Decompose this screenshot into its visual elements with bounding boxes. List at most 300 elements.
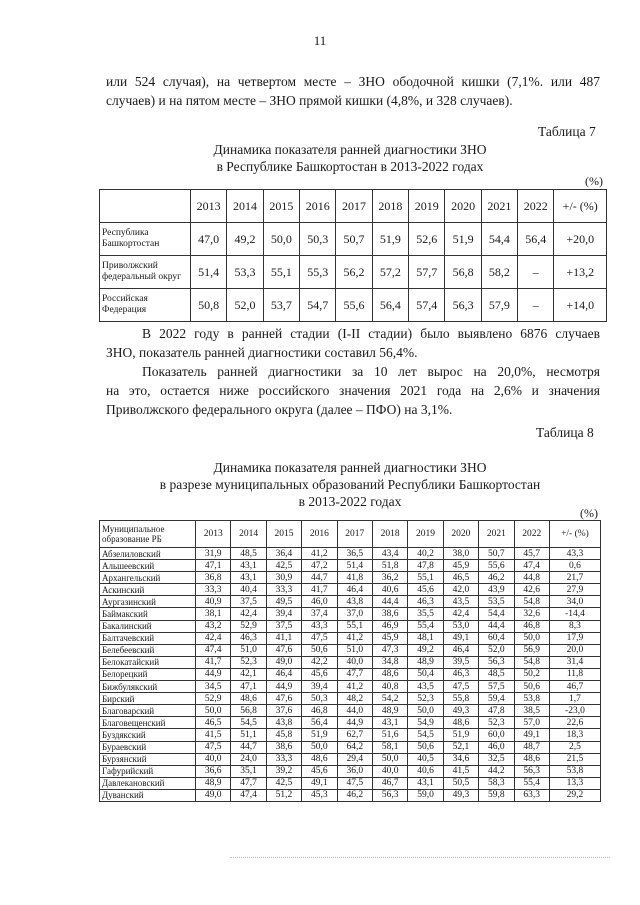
table8-cell: 41,2 [302, 548, 337, 560]
paragraph-text: В 2022 году в ранней стадии (I-II стадии) было выявлено 6876 случаев [142, 326, 600, 341]
table8-cell: 50,0 [372, 753, 407, 765]
table8-row-name: Бураевский [100, 741, 196, 753]
table7-cell: +13,2 [554, 256, 607, 289]
table8-cell: 39,5 [443, 656, 478, 668]
table7-row-name: Российская Федерация [100, 289, 191, 322]
table8-row [100, 729, 601, 741]
table7-cell: 56,4 [372, 289, 408, 322]
table8-cell: 8,3 [549, 620, 600, 632]
table8-cell: 17,9 [549, 632, 600, 644]
table8-cell: 41,7 [196, 656, 231, 668]
table8-cell: 40,6 [408, 765, 443, 777]
table8-cell: 50,5 [443, 777, 478, 789]
table8-cell: 43,5 [408, 681, 443, 693]
table7-cell: 57,9 [481, 289, 517, 322]
table8-row [100, 717, 601, 729]
table8-cell: 54,5 [231, 717, 266, 729]
table7-cell: 57,4 [409, 289, 445, 322]
table8-cell: 55,8 [443, 693, 478, 705]
table8-cell: 63,3 [514, 789, 549, 801]
table8-header-cell: 2019 [408, 521, 443, 548]
table8-cell: 42,2 [302, 656, 337, 668]
table7-title-line: в Республике Башкортостан в 2013-2022 годах [216, 159, 484, 174]
table8-row [100, 608, 601, 620]
table8-cell: 53,8 [549, 765, 600, 777]
table8-cell: 51,2 [266, 789, 301, 801]
table7-cell: 56,8 [445, 256, 481, 289]
table8-cell: 48,6 [231, 693, 266, 705]
table7-cell: 55,1 [263, 256, 299, 289]
table8-cell: 36,8 [196, 572, 231, 584]
table8-cell: 47,1 [231, 681, 266, 693]
table8-cell: 50,4 [408, 668, 443, 680]
table8-cell: 42,0 [443, 584, 478, 596]
table8-header-cell: 2013 [196, 521, 231, 548]
paragraph-text: Показатель ранней диагностики за 10 лет вырос на 20,0%, несмотря [142, 364, 600, 379]
table8-cell: 44,4 [372, 596, 407, 608]
table8-cell: 40,0 [196, 753, 231, 765]
table8-cell: 37,5 [266, 620, 301, 632]
table8-cell: 40,9 [196, 596, 231, 608]
table8-header-cell: 2021 [479, 521, 514, 548]
table8-cell: 45,6 [408, 584, 443, 596]
table8-cell: 34,0 [549, 596, 600, 608]
table8-cell: 38,1 [196, 608, 231, 620]
table8-cell: 46,4 [443, 644, 478, 656]
table8-cell: 38,6 [266, 741, 301, 753]
table8-cell: 49,1 [443, 632, 478, 644]
table8-cell: 50,6 [408, 741, 443, 753]
table8-row-name: Бижбулякский [100, 681, 196, 693]
table8-cell: 43,3 [549, 548, 600, 560]
table8-row [100, 741, 601, 753]
table8-cell: 60,4 [479, 632, 514, 644]
table8-cell: 38,0 [443, 548, 478, 560]
table8-cell: 21,7 [549, 572, 600, 584]
table8-cell: 46,8 [514, 620, 549, 632]
table8-header-cell: 2014 [231, 521, 266, 548]
table8-row-name: Абзелиловский [100, 548, 196, 560]
table8-cell: 36,0 [337, 765, 372, 777]
table8-cell: 47,4 [514, 560, 549, 572]
table7-cell: 56,4 [518, 223, 554, 256]
table8-cell: 35,1 [231, 765, 266, 777]
table8-cell: 55,1 [408, 572, 443, 584]
table8-cell: 56,8 [231, 705, 266, 717]
table8-row [100, 656, 601, 668]
table8-unit: (%) [580, 506, 598, 520]
table7-cell: 50,0 [263, 223, 299, 256]
table8-cell: 54,5 [408, 729, 443, 741]
table8-cell: 44,8 [514, 572, 549, 584]
table8-cell: 50,0 [196, 705, 231, 717]
table8-cell: 37,5 [231, 596, 266, 608]
table8-cell: 49,2 [408, 644, 443, 656]
table7-row [100, 256, 607, 289]
table8-title [100, 459, 600, 510]
table8-cell: 44,7 [231, 741, 266, 753]
table8-cell: 39,4 [302, 681, 337, 693]
table8-row [100, 693, 601, 705]
table8-cell: 56,3 [479, 656, 514, 668]
table8-cell: 43,1 [372, 717, 407, 729]
table7-cell: 54,7 [300, 289, 336, 322]
table7-cell: 56,2 [336, 256, 372, 289]
table8-cell: 29,2 [549, 789, 600, 801]
table8-cell: 32,5 [479, 753, 514, 765]
table8-cell: 48,5 [479, 668, 514, 680]
table8-row-name: Гафурийский [100, 765, 196, 777]
table8-row [100, 681, 601, 693]
table8-cell: 60,0 [479, 729, 514, 741]
table8-row-name: Альшеевский [100, 560, 196, 572]
table8-cell: 44,4 [479, 620, 514, 632]
table8-cell: 42,6 [514, 584, 549, 596]
table8-cell: 54,2 [372, 693, 407, 705]
table8-cell: 47,4 [231, 789, 266, 801]
table8-cell: 52,9 [231, 620, 266, 632]
table7-cell: 55,3 [300, 256, 336, 289]
table8-cell: 51,8 [372, 560, 407, 572]
table8-cell: 43,3 [302, 620, 337, 632]
table8-row [100, 596, 601, 608]
table8-cell: 55,1 [337, 620, 372, 632]
table8-cell: 41,2 [337, 632, 372, 644]
table8-cell: 11,8 [549, 668, 600, 680]
table8-row [100, 668, 601, 680]
table8-cell: 44,9 [266, 681, 301, 693]
table8-cell: 48,2 [337, 693, 372, 705]
table8-cell: 46,0 [302, 596, 337, 608]
table8-cell: 50,3 [302, 693, 337, 705]
table8-cell: 52,1 [443, 741, 478, 753]
table8-cell: 39,4 [266, 608, 301, 620]
table8-cell: 40,6 [372, 584, 407, 596]
table7-row-name: Республика Башкортостан [100, 223, 191, 256]
paragraph-line: на это, остается ниже российского значения 2021 года на 2,6% и значения [106, 383, 600, 398]
table7-header-cell: 2017 [336, 190, 372, 223]
table7-cell: 50,8 [191, 289, 227, 322]
table8-cell: 42,5 [266, 560, 301, 572]
table8-cell: 21,5 [549, 753, 600, 765]
table8-cell: 55,4 [408, 620, 443, 632]
table8-cell: 59,8 [479, 789, 514, 801]
table8-cell: 58,3 [479, 777, 514, 789]
table8-row [100, 560, 601, 572]
paragraph-line: или 524 случая), на четвертом месте – ЗНО ободочной кишки (7,1%. или 487 [106, 74, 600, 89]
table8-cell: 49,3 [443, 789, 478, 801]
table8-cell: 50,0 [514, 632, 549, 644]
table8-cell: 41,5 [443, 765, 478, 777]
table8-cell: 46,5 [443, 572, 478, 584]
table8-cell: 48,9 [196, 777, 231, 789]
table7-title-line: Динамика показателя ранней диагностики ЗНО [213, 142, 487, 157]
table8-cell: 41,1 [266, 632, 301, 644]
table8-cell: 36,6 [196, 765, 231, 777]
table8-cell: 43,4 [372, 548, 407, 560]
table8-row-name: Дуванский [100, 789, 196, 801]
table8-row-name: Балтачевский [100, 632, 196, 644]
table8-label: Таблица 8 [536, 425, 594, 440]
table8-cell: 59,4 [479, 693, 514, 705]
table8-cell: 52,9 [196, 693, 231, 705]
table8-cell: 34,5 [196, 681, 231, 693]
table8-row [100, 644, 601, 656]
table8-row [100, 584, 601, 596]
table8-cell: 40,4 [231, 584, 266, 596]
paragraph-mid-1 [106, 324, 600, 362]
table8-cell: 48,6 [302, 753, 337, 765]
table8-cell: 42,4 [196, 632, 231, 644]
table8-row [100, 548, 601, 560]
table8-row-name: Белорецкий [100, 668, 196, 680]
table8-cell: 48,6 [514, 753, 549, 765]
table8-cell: 44,0 [337, 705, 372, 717]
table8-cell: 20,0 [549, 644, 600, 656]
table8-cell: 44,9 [196, 668, 231, 680]
table7-cell: 51,9 [372, 223, 408, 256]
table8-cell: 49,0 [196, 789, 231, 801]
table8-cell: 39,2 [266, 765, 301, 777]
table8-cell: 37,4 [302, 608, 337, 620]
page-number: 11 [313, 33, 327, 48]
table8-row [100, 705, 601, 717]
table8-cell: 46,3 [231, 632, 266, 644]
table7-cell: 54,4 [481, 223, 517, 256]
table7-cell: – [518, 256, 554, 289]
table8-cell: 47,6 [266, 693, 301, 705]
table8-cell: 46,2 [479, 572, 514, 584]
table8-cell: 50,7 [479, 548, 514, 560]
table8-row-name: Бакалинский [100, 620, 196, 632]
table7-row-name: Приволжский федеральный округ [100, 256, 191, 289]
table8-cell: 33,3 [266, 753, 301, 765]
table8-cell: 18,3 [549, 729, 600, 741]
table8-cell: 47,5 [302, 632, 337, 644]
table7-header-cell [100, 190, 191, 223]
table8-cell: 50,0 [408, 705, 443, 717]
table8-cell: 42,1 [231, 668, 266, 680]
table8-cell: 40,0 [372, 765, 407, 777]
table8-cell: 49,3 [443, 705, 478, 717]
table8-cell: 48,7 [514, 741, 549, 753]
table8-cell: 43,8 [266, 717, 301, 729]
table7-cell: 51,9 [445, 223, 481, 256]
table8-row [100, 632, 601, 644]
table8-cell: 54,8 [514, 596, 549, 608]
table8-cell: 45,9 [372, 632, 407, 644]
table7-cell: 53,3 [227, 256, 263, 289]
table8-cell: 51,1 [231, 729, 266, 741]
paragraph-line: Приволжского федерального округа (далее – ПФО) на 3,1%. [106, 402, 453, 417]
table8-cell: 51,4 [337, 560, 372, 572]
table8-header-cell: 2022 [514, 521, 549, 548]
table7-row [100, 289, 607, 322]
table8-cell: 47,5 [443, 681, 478, 693]
table8-cell: 1,7 [549, 693, 600, 705]
table7-cell: 58,2 [481, 256, 517, 289]
table8-cell: 52,3 [479, 717, 514, 729]
paragraph-top [106, 72, 600, 110]
table8-cell: 38,5 [514, 705, 549, 717]
paragraph-line: ЗНО, показатель ранней диагностики составил 56,4%. [106, 345, 418, 360]
table8-cell: 52,3 [408, 693, 443, 705]
table8-header-cell: 2018 [372, 521, 407, 548]
table8-cell: 51,9 [443, 729, 478, 741]
table8-cell: 51,0 [231, 644, 266, 656]
table8-cell: 46,7 [549, 681, 600, 693]
table8-cell: 32,6 [514, 608, 549, 620]
table8-cell: 44,7 [302, 572, 337, 584]
table8-cell: 50,6 [514, 681, 549, 693]
table8-cell: 62,7 [337, 729, 372, 741]
table8-cell: 43,8 [337, 596, 372, 608]
table8-cell: 47,4 [196, 644, 231, 656]
table8-cell: 41,8 [337, 572, 372, 584]
table7-header-row [100, 190, 607, 223]
table8-row-name: Белокатайский [100, 656, 196, 668]
table8-cell: 49,1 [514, 729, 549, 741]
table8-header-row [100, 521, 601, 548]
table7-header-cell: 2022 [518, 190, 554, 223]
table8-cell: 47,2 [302, 560, 337, 572]
paragraph-mid-2 [106, 362, 600, 419]
table8-cell: 46,3 [408, 596, 443, 608]
table7-cell: 57,7 [409, 256, 445, 289]
table8-cell: 30,9 [266, 572, 301, 584]
table8-cell: 46,0 [479, 741, 514, 753]
table8-cell: 46,2 [337, 789, 372, 801]
table8-cell: 48,6 [443, 717, 478, 729]
table8-cell: 45,9 [443, 560, 478, 572]
table7-cell: 49,2 [227, 223, 263, 256]
table7 [99, 189, 607, 322]
table8-cell: 34,8 [372, 656, 407, 668]
table8-cell: 48,5 [231, 548, 266, 560]
table8-cell: 45,6 [302, 668, 337, 680]
table8-cell: 52,0 [479, 644, 514, 656]
table8-cell: 40,0 [337, 656, 372, 668]
table8-cell: 43,5 [443, 596, 478, 608]
table8-cell: 29,4 [337, 753, 372, 765]
table8-cell: 46,4 [266, 668, 301, 680]
table8-header-cell: 2015 [266, 521, 301, 548]
table8-cell: 46,7 [372, 777, 407, 789]
table8-cell: 34,6 [443, 753, 478, 765]
table7-header-cell: 2020 [445, 190, 481, 223]
table8-row-name: Благоварский [100, 705, 196, 717]
table7-cell: – [518, 289, 554, 322]
table8-row-name: Архангельский [100, 572, 196, 584]
table7-header-cell: 2018 [372, 190, 408, 223]
table8-cell: 37,6 [266, 705, 301, 717]
table8-cell: 43,9 [479, 584, 514, 596]
table8-cell: 40,8 [372, 681, 407, 693]
paragraph-line [106, 324, 600, 343]
table8-header-cell: Муниципальное образование РБ [100, 521, 196, 548]
table7-cell: 55,6 [336, 289, 372, 322]
table8-header-cell: 2016 [302, 521, 337, 548]
table8-row [100, 765, 601, 777]
table8-row-name: Благовещенский [100, 717, 196, 729]
table7-row [100, 223, 607, 256]
table8-cell: 47,8 [408, 560, 443, 572]
table8-cell: 56,9 [514, 644, 549, 656]
table8-cell: 37,0 [337, 608, 372, 620]
table8-cell: 42,4 [443, 608, 478, 620]
table8-cell: 54,9 [408, 717, 443, 729]
table7-cell: 56,3 [445, 289, 481, 322]
table8-cell: 53,8 [514, 693, 549, 705]
table8-row [100, 620, 601, 632]
table8-row-name: Буздякский [100, 729, 196, 741]
table8-cell: 45,3 [302, 789, 337, 801]
table8-cell: 40,5 [408, 753, 443, 765]
table8-cell: 47,1 [196, 560, 231, 572]
table8 [99, 520, 601, 802]
table8-row [100, 572, 601, 584]
table8-row-name: Давлекановский [100, 777, 196, 789]
table8-title-line: в 2013-2022 годах [298, 494, 402, 509]
table8-cell: 36,2 [372, 572, 407, 584]
table7-header-cell: +/- (%) [554, 190, 607, 223]
table8-row-name: Белебеевский [100, 644, 196, 656]
table8-cell: 47,6 [266, 644, 301, 656]
table8-cell: 43,1 [408, 777, 443, 789]
table8-cell: 46,4 [337, 584, 372, 596]
table7-header-cell: 2016 [300, 190, 336, 223]
table7-cell: 52,6 [409, 223, 445, 256]
table7-cell: +14,0 [554, 289, 607, 322]
table7-cell: 47,0 [191, 223, 227, 256]
table8-cell: 33,3 [196, 584, 231, 596]
table7-header-cell: 2019 [409, 190, 445, 223]
table8-cell: 54,8 [514, 656, 549, 668]
table8-cell: 43,1 [231, 572, 266, 584]
table8-cell: 54,4 [479, 608, 514, 620]
table8-row-name: Аургазинский [100, 596, 196, 608]
table8-row [100, 789, 601, 801]
table8-cell: 46,5 [196, 717, 231, 729]
paragraph-line [106, 362, 600, 381]
table7-title [100, 141, 600, 175]
table8-cell: 57,0 [514, 717, 549, 729]
paragraph-line: случаев) и на пятом месте – ЗНО прямой кишки (4,8%, и 328 случаев). [106, 93, 513, 108]
table8-cell: 50,6 [302, 644, 337, 656]
table8-cell: 43,2 [196, 620, 231, 632]
table8-header-cell: 2017 [337, 521, 372, 548]
table8-cell: 50,0 [302, 741, 337, 753]
table8-cell: 64,2 [337, 741, 372, 753]
table8-cell: 33,3 [266, 584, 301, 596]
table8-header-cell: 2020 [443, 521, 478, 548]
table8-cell: 47,8 [479, 705, 514, 717]
table8-cell: 47,7 [337, 668, 372, 680]
table8-cell: 56,3 [372, 789, 407, 801]
table8-cell: 36,4 [266, 548, 301, 560]
table7-header-cell: 2013 [191, 190, 227, 223]
table7-cell: 53,7 [263, 289, 299, 322]
table7-cell: 57,2 [372, 256, 408, 289]
table8-cell: 47,7 [231, 777, 266, 789]
table8-cell: 44,2 [479, 765, 514, 777]
table8-cell: 48,1 [408, 632, 443, 644]
table8-cell: 45,8 [266, 729, 301, 741]
table8-cell: 55,6 [479, 560, 514, 572]
table8-cell: 24,0 [231, 753, 266, 765]
table8-cell: 52,3 [231, 656, 266, 668]
table8-cell: 55,4 [514, 777, 549, 789]
